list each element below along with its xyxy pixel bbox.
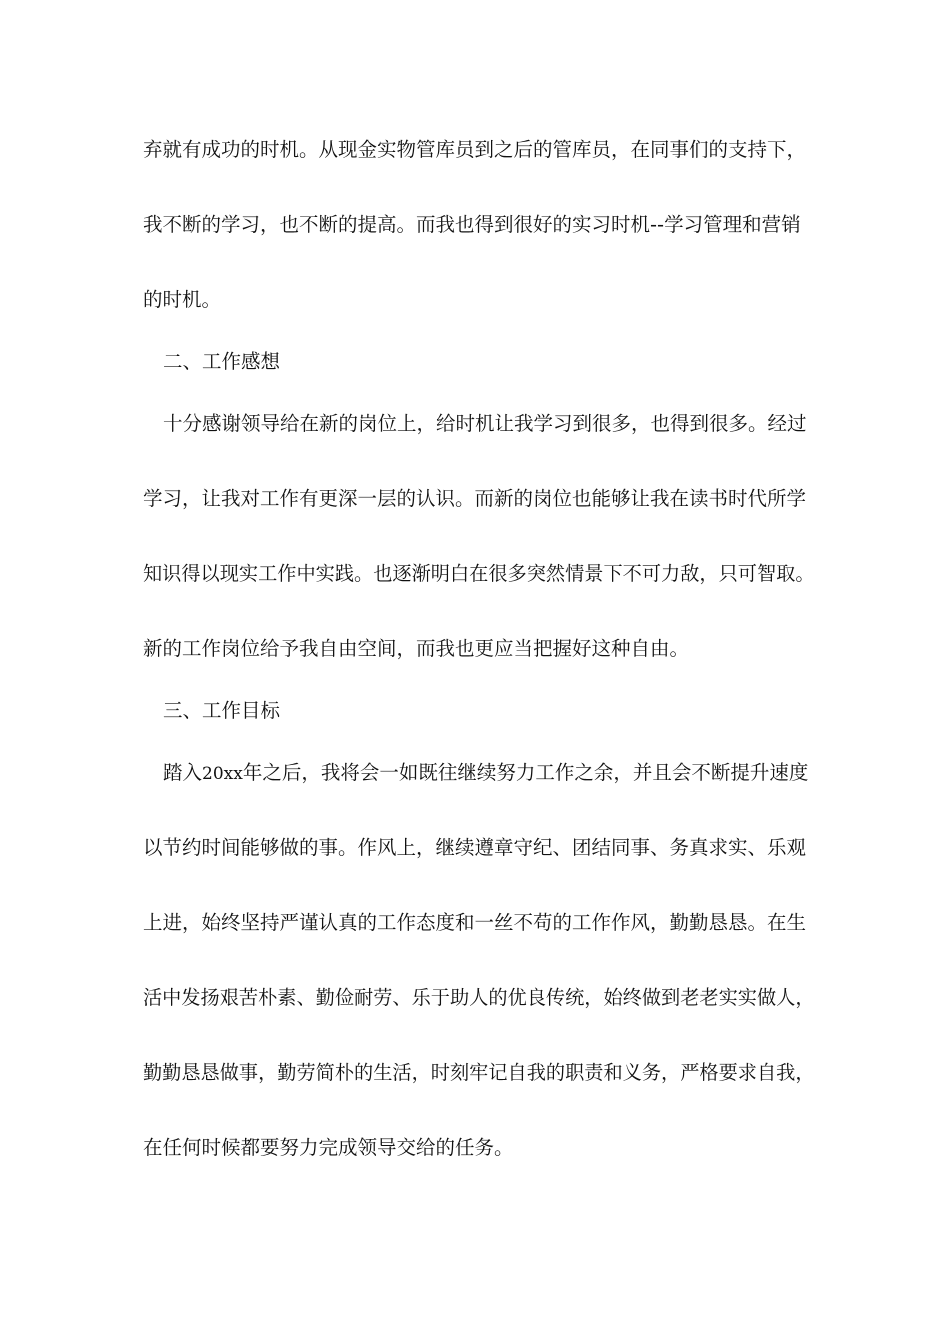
paragraph-3-line-1 [163,759,813,788]
paragraph-2-line-4: 新的工作岗位给予我自由空间，而我也更应当把握好这种自由。 [143,637,690,660]
paragraph-2-line-2: 学习，让我对工作有更深一层的认识。而新的岗位也能够让我在读书时代所学 [143,487,807,510]
paragraph-3-year: 20xx [202,764,243,784]
paragraph-3-line-1-pre: 踏入 [163,761,203,784]
paragraph-1-line-2: 我不断的学习，也不断的提高。而我也得到很好的实习时机--学习管理和营销 [143,213,801,236]
paragraph-3-line-1-post: 年之后，我将会一如既往继续努力工作之余，并且会不断提升速度 [242,761,809,784]
section-heading-3: 三、工作目标 [163,699,281,722]
paragraph-1-line-3: 的时机。 [143,288,222,311]
paragraph-3-line-5: 勤勤恳恳做事，勤劳简朴的生活，时刻牢记自我的职责和义务，严格要求自我， [143,1061,815,1084]
paragraph-3-line-2: 以节约时间能够做的事。作风上，继续遵章守纪、团结同事、务真求实、乐观 [143,836,807,859]
paragraph-3-line-3: 上进，始终坚持严谨认真的工作态度和一丝不苟的工作作风，勤勤恳恳。在生 [143,911,807,934]
paragraph-3-line-4: 活中发扬艰苦朴素、勤俭耐劳、乐于助人的优良传统，始终做到老老实实做人， [143,986,815,1009]
paragraph-1-line-1: 弃就有成功的时机。从现金实物管库员到之后的管库员，在同事们的支持下， [143,138,807,161]
paragraph-2-line-1: 十分感谢领导给在新的岗位上，给时机让我学习到很多，也得到很多。经过 [163,412,807,435]
paragraph-3-line-6: 在任何时候都要努力完成领导交给的任务。 [143,1136,514,1159]
section-heading-2: 二、工作感想 [163,350,281,373]
paragraph-2-line-3: 知识得以现实工作中实践。也逐渐明白在很多突然情景下不可力敌，只可智取。 [143,562,815,585]
